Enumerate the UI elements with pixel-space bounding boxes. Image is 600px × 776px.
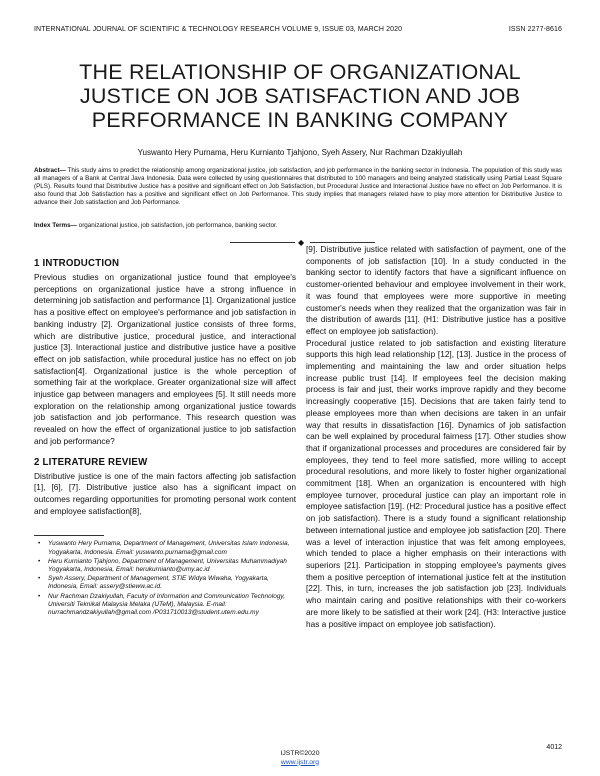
left-column xyxy=(34,257,296,618)
footnote-item: • Syeh Assery, Department of Management, STIE Widya Wiwaha, Yogyakarta, Indonesia, Email: assery@stieww.ac.id. xyxy=(48,575,296,591)
footnote-item: • Heru Kurnianto Tjahjono, Department of Management, Universitas Muhammadiyah Yogyakarta, Indonesia, Email: herukurnianto@umy.ac.id xyxy=(48,558,296,574)
introduction-paragraph: Previous studies on organizational justice found that employee's perceptions on organizational justice have a strong influence in determining job satisfaction and performance [1]. Organizational justice has a positive effect on employee's performance and job satisfaction in banking industry [2]. Organizational justice consists of three forms, which are distributive justice, procedural justice, and interactional justice [3]. Interactional justice and distributive justice have a positive effect on job satisfaction, while procedural justice has no effect on job satisfaction[4]. Organizational justice is the whole perception of something fair at the workplace. Greater organizational size will affect injustice gap between managers and employees [5]. It still needs more exploration on the relationship among organizational justice towards job satisfaction and job performance. This research question was revealed on how the effect of organizational justice to job satisfaction and job performance? xyxy=(34,272,296,446)
page-footer xyxy=(0,750,600,767)
abstract-label: Abstract— xyxy=(34,167,66,174)
page-number: 4012 xyxy=(546,744,562,751)
paper-title xyxy=(30,60,570,132)
body-paragraph: [9]. Distributive justice related with satisfaction of payment, one of the components of job satisfaction [10]. In a study conducted in the banking sector to identify factors that have a significant influence on customer-oriented behaviour and employee involvement in their work, it was found that employees were more supportive in meeting customer's needs when they realized that the organization was fair in the distribution of awards [11]. (H1: Distributive justice has a positive effect on employee job satisfaction). xyxy=(306,244,566,336)
separator-line xyxy=(230,242,295,243)
journal-header: INTERNATIONAL JOURNAL OF SCIENTIFIC & TECHNOLOGY RESEARCH VOLUME 9, ISSUE 03, MARCH 2020 xyxy=(34,26,403,33)
title-line: PERFORMANCE IN BANKING COMPANY xyxy=(91,108,509,132)
footnote-item: • Nur Rachman Dzakiyullah, Faculty of Information and Communication Technology, Universiti Teknikal Malaysia Melaka (UTeM), Malaysia. E-mail: nurrachmandzakiyullah@gmail.com /P031710013@student.utem.edu.my xyxy=(48,593,296,618)
abstract xyxy=(34,167,562,207)
author-list: Yuswanto Hery Purnama, Heru Kurnianto Tjahjono, Syeh Assery, Nur Rachman Dzakiyullah xyxy=(137,148,463,157)
diamond-icon: ◆ xyxy=(298,238,305,247)
title-line: JUSTICE ON JOB SATISFACTION AND JOB xyxy=(79,84,521,108)
footnote-rule xyxy=(34,535,104,536)
separator-line xyxy=(310,242,375,243)
footnote-item: • Yuswanto Hery Purnama, Department of Management, Universitas Islam Indonesia, Yogyakarta, Indonesia. Email: yuswanto.purnama@gmail.com xyxy=(48,540,296,556)
index-terms-text: organizational justice, job satisfaction, job performance, banking sector. xyxy=(76,222,278,229)
section-heading-literature-review: 2 LITERATURE REVIEW xyxy=(34,456,148,468)
issn-label: ISSN 2277-8616 xyxy=(508,26,562,33)
title-line: THE RELATIONSHIP OF ORGANIZATIONAL xyxy=(79,60,521,84)
right-column xyxy=(306,244,566,630)
literature-review-paragraph: Distributive justice is one of the main factors affecting job satisfaction [1], [6], [7]. Distributive justice also has a significant impact on outcomes regarding opportunities for promoting personal work content and employee satisfaction[8], xyxy=(34,470,296,516)
body-paragraph: Procedural justice related to job satisfaction and existing literature supports this high lead relationship [12], [13]. Justice in the process of implementing and maintaining the law and order situation helps increase public trust [14]. If employees feel the decision making process is fair and just, their works improve rapidly and they become increasingly cooperative [15]. Decisions that are taken fairly tend to please employees more than when decisions are taken in an unfair way that results in dissatisfaction [16]. Dynamics of job satisfaction can be well explained by procedural fairness [17]. Other studies show that if organizational processes and procedures are considered fair by employees, they tend to feel more satisfied, more willing to accept procedural resolutions, and more likely to foster higher organizational commitment [18]. When an organization is encountered with high employee turnover, procedural justice can play an important role in employee satisfaction [19]. (H2: Procedural justice has a positive effect on job satisfaction). There is a study found a significant relationship between international justice and employee job satisfaction [20]. There was a level of interaction injustice that was felt among employees, which tended to place a higher emphasis on their interactions with superiors [21]. Participation in stopping employee's payments gives them a positive perception of international justice felt at the institution [22]. This, in turn, increases the job satisfaction job [23]. Individuals who maintain caring and positive relationships with their co-workers are more likely to be satisfied at their work [24]. (H3: Interactive justice has a positive impact on employee job satisfaction). xyxy=(306,337,566,629)
index-terms xyxy=(34,222,562,230)
index-terms-label: Index Terms— xyxy=(34,222,77,229)
journal-url-link[interactable]: www.ijstr.org xyxy=(280,758,320,766)
section-heading-introduction: 1 INTRODUCTION xyxy=(34,258,120,269)
copyright-text: IJSTR©2020 xyxy=(280,750,320,757)
author-footnotes xyxy=(34,540,296,617)
abstract-text: This study aims to predict the relationship among organizational justice, job satisfaction, and job performance in the banking sector in Indonesia. The population of this study was all managers of a Bank at Central Java Indonesia. Data were collected by using questionnaires that distributed to 100 managers and being analyzed statistically using Partial Least Square (PLS). Results found that Distributive Justice has a positive and significant effect on Job Satisfaction, but Procedural Justice and Interactional Justice have no effect on Job Performance. It is also found that Job Satisfaction has a positive and significant effect on Job Performance. This study implies that managers related have to play more attention for Distributive Justice to advance their Job satisfaction and Job Performance. xyxy=(34,167,562,207)
